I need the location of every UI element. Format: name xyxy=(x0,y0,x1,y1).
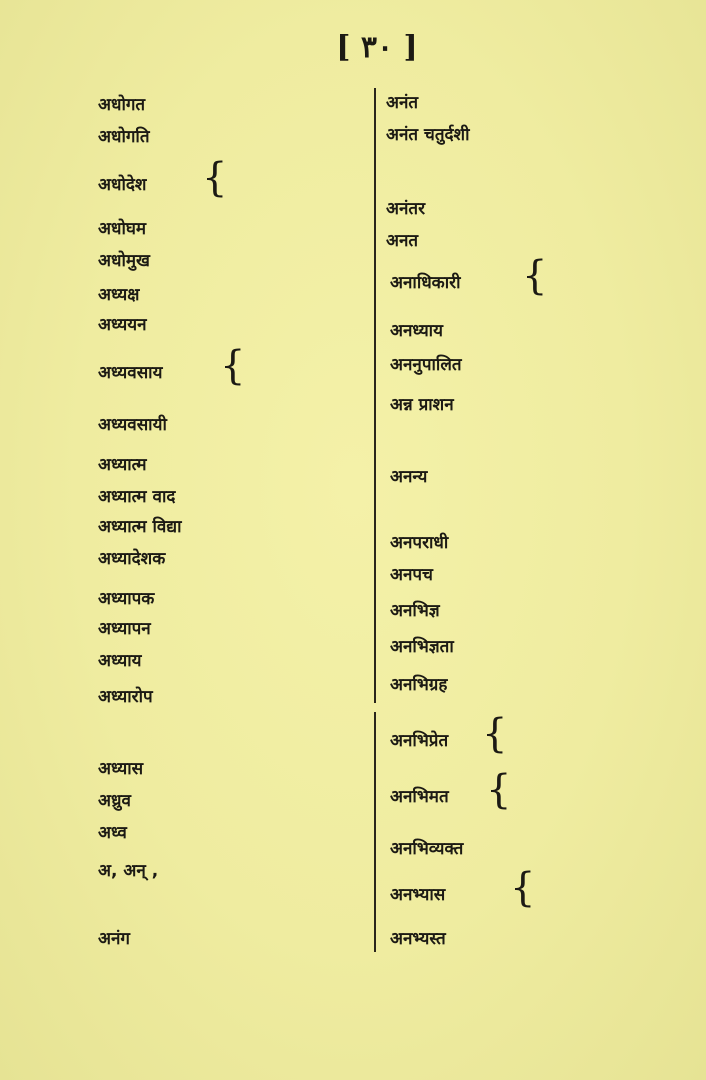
hindi-headword: अध्यवसायी xyxy=(98,415,167,435)
hindi-headword: अन्न प्राशन xyxy=(390,395,454,415)
hindi-headword: अनपच xyxy=(390,565,433,585)
hindi-headword: अननुपालित xyxy=(390,355,462,375)
column-divider-bottom xyxy=(374,712,376,952)
hindi-headword: अनपराधी xyxy=(390,533,449,553)
hindi-headword: अध्यात्म विद्या xyxy=(98,517,182,537)
hindi-headword: अनध्याय xyxy=(390,321,443,341)
hindi-headword: अनंत xyxy=(386,93,419,113)
hindi-headword: अनभिज्ञ xyxy=(390,601,440,621)
hindi-headword: अनभिप्रेत xyxy=(390,731,449,751)
hindi-headword: अनभिग्रह xyxy=(390,675,448,695)
hindi-headword: अधोमुख xyxy=(98,251,150,271)
hindi-headword: अध्यवसाय xyxy=(98,363,163,383)
hindi-headword: अनभिव्यक्त xyxy=(390,839,464,859)
hindi-headword: अनाधिकारी xyxy=(390,273,461,293)
grouping-brace: { xyxy=(202,155,228,201)
hindi-headword: अधोगति xyxy=(98,127,150,147)
hindi-headword: अनत xyxy=(386,231,419,251)
column-divider-top xyxy=(374,88,376,703)
grouping-brace: { xyxy=(486,767,512,813)
hindi-headword: अनभिमत xyxy=(390,787,449,807)
page-number: [ ٣٠ ] xyxy=(336,30,418,65)
hindi-headword: अनंतर xyxy=(386,199,426,219)
grouping-brace: { xyxy=(482,711,508,757)
hindi-headword: अनभ्यस्त xyxy=(390,929,446,949)
grouping-brace: { xyxy=(220,343,246,389)
hindi-headword: अनंग xyxy=(98,929,130,949)
hindi-headword: अध्यादेशक xyxy=(98,549,166,569)
hindi-headword: अध्यक्ष xyxy=(98,285,140,305)
hindi-headword: अध्यापन xyxy=(98,619,151,639)
hindi-headword: अध्यात्म xyxy=(98,455,147,475)
hindi-headword: अनभ्यास xyxy=(390,885,446,905)
hindi-headword: अध्यात्म वाद xyxy=(98,487,176,507)
hindi-headword: अनभिज्ञता xyxy=(390,637,454,657)
hindi-headword: अधोदेश xyxy=(98,175,147,195)
hindi-headword: अध्व xyxy=(98,823,127,843)
hindi-headword: अ, अन् , xyxy=(98,861,159,881)
hindi-headword: अध्यारोप xyxy=(98,687,153,707)
hindi-headword: अध्रुव xyxy=(98,791,131,811)
hindi-headword: अध्यास xyxy=(98,759,144,779)
hindi-headword: अध्याय xyxy=(98,651,142,671)
hindi-headword: अधोगत xyxy=(98,95,146,115)
hindi-headword: अनन्य xyxy=(390,467,428,487)
grouping-brace: { xyxy=(510,865,536,911)
hindi-headword: अधोघम xyxy=(98,219,147,239)
hindi-headword: अध्यापक xyxy=(98,589,155,609)
hindi-headword: अध्ययन xyxy=(98,315,147,335)
grouping-brace: { xyxy=(522,253,548,299)
hindi-headword: अनंत चतुर्दशी xyxy=(386,125,470,145)
